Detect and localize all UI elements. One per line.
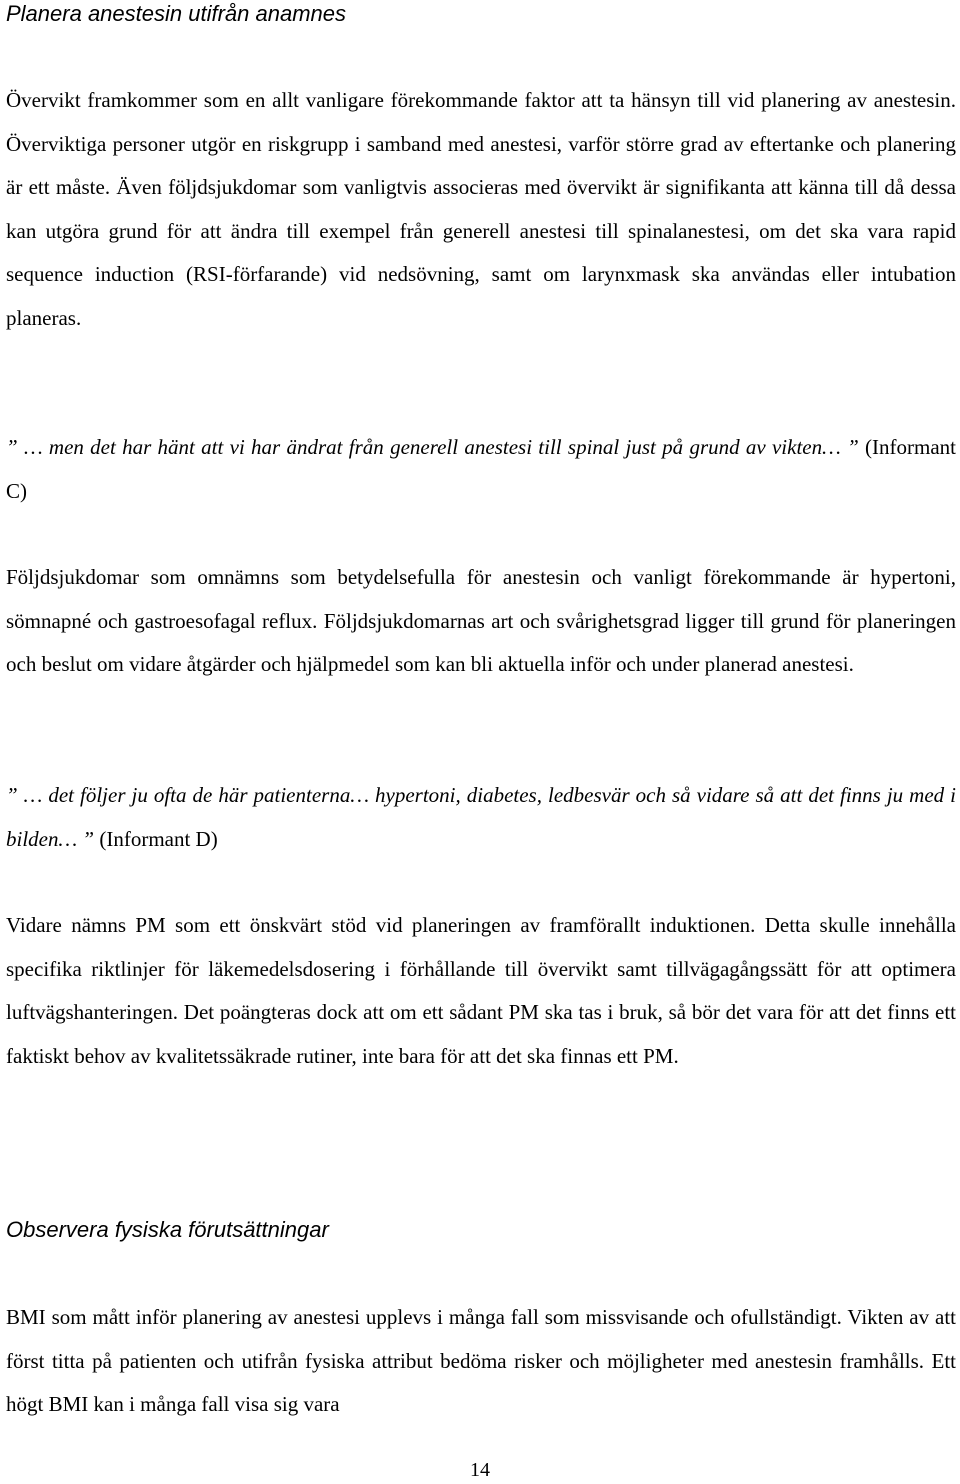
quote-source: (Informant C) [6, 435, 957, 503]
paragraph-bmi: BMI som mått inför planering av anestesi upplevs i många fall som missvisande och ofullständigt. Vikten av att först titta på patienten och utifrån fysiska attribut bedöma risker och möjligheter med anestesin framhålls. Ett högt BMI kan i många fall visa sig vara [6, 1305, 956, 1416]
paragraph-overweight: Övervikt framkommer som en allt vanligare förekommande faktor att ta hänsyn till vid planering av anestesin. Överviktiga personer utgör en riskgrupp i samband med anestesi, varför större grad av eftertanke och planering är ett måste. Även följdsjukdomar som vanligtvis associeras med övervikt är signifikanta att känna till då dessa kan utgöra grund för att ändra till exempel från generell anestesi till spinalanestesi, om det ska vara rapid sequence induction (RSI-förfarande) vid nedsövning, samt om larynxmask ska användas eller intubation planeras. [6, 88, 956, 330]
paragraph-comorbidities: Följdsjukdomar som omnämns som betydelsefulla för anestesin och vanligt förekommande är hypertoni, sömnapné och gastroesofagal reflux. Följdsjukdomarnas art och svårighetsgrad ligger till grund för planeringen och beslut om vidare åtgärder och hjälpmedel som kan bli aktuella inför och under planerad anestesi. [6, 565, 956, 676]
quote-text: ” … det följer ju ofta de här patienterna… hypertoni, diabetes, ledbesvär och så vidare så att det finns ju med i bilden… ” [6, 783, 956, 851]
page-number: 14 [470, 1459, 490, 1481]
paragraph-pm: Vidare nämns PM som ett önskvärt stöd vid planeringen av framförallt induktionen. Detta skulle innehålla specifika riktlinjer för läkemedelsdosering i förhållande till övervikt samt tillvägagångssätt för att optimera luftvägshanteringen. Det poängteras dock att om ett sådant PM ska tas i bruk, så bör det vara för att det finns ett faktiskt behov av kvalitetssäkrade rutiner, inte bara för att det ska finnas ett PM. [6, 913, 956, 1068]
quote-source: (Informant D) [94, 826, 218, 851]
quote-informant-d [6, 774, 956, 861]
section-heading-anamnes: Planera anestesin utifrån anamnes [6, 1, 346, 26]
quote-text: ” … men det har hänt att vi har ändrat från generell anestesi till spinal just på grund av vikten… ” [6, 435, 859, 459]
quote-informant-c [6, 426, 956, 513]
section-heading-physical: Observera fysiska förutsättningar [6, 1217, 329, 1242]
